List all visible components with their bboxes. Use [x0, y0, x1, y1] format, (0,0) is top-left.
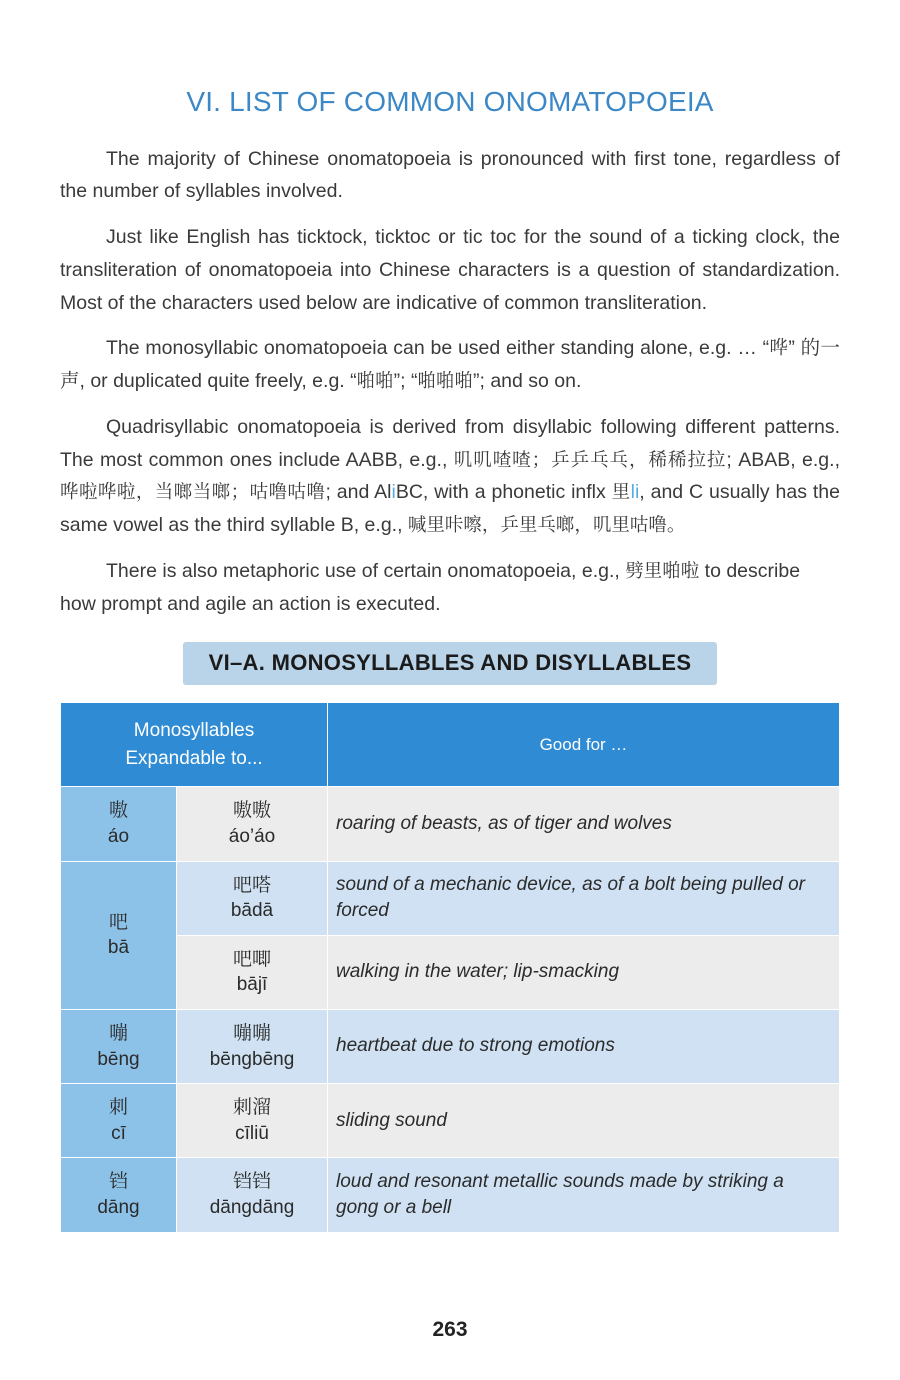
p4-text-b: ; ABAB, e.g.,	[726, 448, 840, 471]
monosyllable-hanzi: 嘣	[108, 1022, 128, 1044]
page-number: 263	[432, 1318, 468, 1341]
monosyllable-hanzi: 吧	[108, 910, 128, 933]
p3-text-a: The monosyllabic onomatopoeia can be used either standing alone, e.g. … “	[106, 337, 770, 360]
body-text-region	[0, 143, 900, 621]
cell-description: roaring of beasts, as of tiger and wolves	[328, 787, 839, 860]
cell-description: heartbeat due to strong emotions	[328, 1010, 839, 1083]
p4-chinese-abab: 哗啦哗啦，当啷当啷；咕噜咕噜	[60, 482, 326, 504]
expandable-pinyin: cīliū	[235, 1122, 269, 1144]
p3-chinese-papapa: 啪啪啪	[417, 371, 473, 393]
cell-expandable	[177, 787, 327, 860]
cell-expandable	[177, 936, 327, 1009]
p5-text-b: to describe how prompt and agile an action is executed.	[60, 559, 801, 615]
paragraph-5	[60, 555, 840, 621]
onomatopoeia-table	[60, 702, 840, 1232]
table-header-monosyllables	[61, 703, 327, 786]
p4-chinese-aabb: 叽叽喳喳；乒乒乓乓，稀稀拉拉	[453, 449, 727, 471]
expandable-hanzi: 嗷嗷	[233, 799, 272, 822]
table-row	[61, 1010, 839, 1083]
p4-chinese-abc: 喊里咔嚓，乒里乓啷，叽里咕噜。	[407, 515, 686, 537]
paragraph-4	[60, 411, 840, 542]
expandable-hanzi: 刺溜	[233, 1096, 272, 1119]
expandable-pinyin: áo’áo	[228, 826, 276, 848]
table-row	[61, 862, 839, 935]
expandable-hanzi: 吧唧	[233, 947, 272, 970]
monosyllable-pinyin: cī	[111, 1122, 126, 1144]
p4-text-c: ; and Al	[325, 481, 392, 504]
p4-text-d: BC, with a phonetic inflx	[395, 481, 612, 504]
monosyllable-pinyin: áo	[107, 826, 130, 848]
cell-description: walking in the water; lip-smacking	[328, 936, 839, 1009]
p4-chinese-li: 里	[611, 482, 631, 504]
p5-chinese-pilipala: 劈里啪啦	[625, 560, 700, 582]
table-row	[61, 1084, 839, 1157]
p4-highlight-i: i	[391, 481, 396, 504]
monosyllable-pinyin: bēng	[97, 1048, 140, 1070]
page-title: VI. LIST OF COMMON ONOMATOPOEIA	[186, 86, 714, 117]
table-header-line1: Monosyllables	[133, 720, 255, 742]
expandable-pinyin: dāngdāng	[209, 1196, 295, 1218]
cell-monosyllable	[61, 1010, 176, 1083]
p4-text-e: , and C usually has the same vowel as the third syllable B, e.g.,	[60, 481, 840, 537]
cell-monosyllable	[61, 1084, 176, 1157]
section-banner-row	[0, 642, 900, 685]
monosyllable-hanzi: 铛	[108, 1170, 128, 1193]
onomatopoeia-table-wrap	[60, 702, 840, 1232]
expandable-pinyin: bēngbēng	[209, 1048, 295, 1070]
cell-monosyllable	[61, 787, 176, 860]
table-row	[61, 1158, 839, 1231]
paragraph-3	[60, 332, 840, 398]
table-body	[61, 787, 839, 1231]
table-row	[61, 936, 839, 1009]
paragraph-2: Just like English has ticktock, ticktoc or tic toc for the sound of a ticking clock, the transliteration of onomatopoeia into Chinese characters is a question of standardization. Most of the characters used below are indicative of common transliteration.	[60, 226, 840, 314]
cell-expandable	[177, 862, 327, 935]
cell-description: loud and resonant metallic sounds made by striking a gong or a bell	[328, 1158, 839, 1231]
p3-text-c: ”; “	[393, 370, 418, 393]
table-head	[61, 703, 839, 786]
monosyllable-pinyin: bā	[107, 937, 130, 959]
monosyllable-pinyin: dāng	[97, 1196, 140, 1218]
table-row	[61, 787, 839, 860]
section-banner: VI–A. MONOSYLLABLES AND DISYLLABLES	[183, 642, 718, 685]
cell-monosyllable	[61, 862, 176, 1009]
cell-expandable	[177, 1010, 327, 1083]
expandable-hanzi: 吧嗒	[233, 873, 272, 896]
p3-chinese-hua: 哗	[769, 338, 789, 360]
p3-text-d: ”; and so on.	[472, 370, 582, 393]
cell-description: sliding sound	[328, 1084, 839, 1157]
expandable-pinyin: bādā	[230, 900, 274, 922]
table-header-line2: Expandable to...	[125, 747, 263, 769]
cell-expandable	[177, 1084, 327, 1157]
p4-highlight-li: li	[630, 481, 640, 504]
p3-chinese-papa: 啪啪	[356, 371, 394, 393]
cell-monosyllable	[61, 1158, 176, 1231]
p3-text-b: ” 的一声, or duplicated quite freely, e.g. “	[60, 337, 840, 393]
cell-description: sound of a mechanic device, as of a bolt being pulled or forced	[328, 862, 839, 935]
cell-expandable	[177, 1158, 327, 1231]
expandable-hanzi: 嘣嘣	[233, 1022, 272, 1044]
monosyllable-hanzi: 嗷	[108, 799, 128, 822]
paragraph-1: The majority of Chinese onomatopoeia is pronounced with first tone, regardless of the number of syllables involved.	[60, 147, 840, 203]
table-header-goodfor: Good for …	[328, 703, 839, 786]
expandable-hanzi: 铛铛	[233, 1170, 272, 1193]
p4-text-a: Quadrisyllabic onomatopoeia is derived from disyllabic following different patterns. The most common ones include AABB, e.g.,	[60, 415, 840, 471]
p5-text-a: There is also metaphoric use of certain onomatopoeia, e.g.,	[106, 559, 626, 582]
expandable-pinyin: bājī	[236, 974, 268, 996]
table-header-row	[61, 703, 839, 786]
monosyllable-hanzi: 刺	[108, 1096, 128, 1119]
